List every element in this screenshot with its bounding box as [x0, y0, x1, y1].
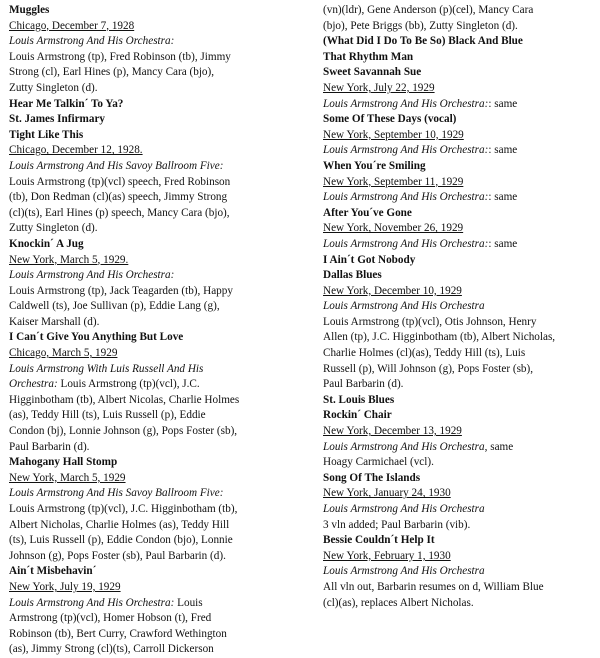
- session-place-date: New York, March 5, 1929: [9, 471, 126, 484]
- track-title: When You´re Smiling: [323, 159, 426, 172]
- track-title: Mahogany Hall Stomp: [9, 456, 118, 469]
- personnel-line: Louis Armstrong (tp)(vcl), Otis Johnson, Henry: [323, 315, 537, 328]
- band-name: Louis Armstrong And His Orchestra:: [323, 97, 489, 110]
- personnel-line: (vn)(ldr), Gene Anderson (p)(cel), Mancy Cara: [323, 4, 534, 16]
- band-name: Louis Armstrong And His Orchestra: [323, 300, 485, 313]
- personnel-line: Zutty Singleton (d).: [9, 222, 98, 235]
- personnel-line: (as), Teddy Hill (ts), Luis Russell (p), Eddie: [9, 409, 206, 422]
- personnel-line: Paul Barbarin (d).: [323, 378, 404, 391]
- session-place-date: New York, September 10, 1929: [323, 128, 464, 141]
- track-title: Some Of These Days (vocal): [323, 113, 457, 126]
- personnel-line: (cl)(as), replaces Albert Nicholas.: [323, 596, 474, 609]
- personnel-line: Strong (cl), Earl Hines (p), Mancy Cara (bjo),: [9, 66, 215, 79]
- personnel-line: Johnson (g), Pops Foster (sb), Paul Barbarin (d).: [9, 549, 226, 562]
- personnel-line: Armstrong (tp)(vcl), Homer Hobson (t), Fred: [9, 612, 212, 625]
- band-line-text: : same: [488, 144, 518, 157]
- session-place-date: New York, July 22, 1929: [323, 81, 435, 94]
- track-title: St. Louis Blues: [323, 393, 395, 406]
- personnel-line: Higginbotham (tb), Albert Nicolas, Charlie Holmes: [9, 393, 240, 406]
- personnel-line: 3 vln added; Paul Barbarin (vib).: [323, 518, 471, 531]
- personnel-line: Hoagy Carmichael (vcl).: [323, 456, 434, 469]
- personnel-line: Albert Nicholas, Charlie Holmes (as), Teddy Hill: [9, 518, 230, 531]
- personnel-line: (bjo), Pete Briggs (bb), Zutty Singleton (d).: [323, 19, 518, 32]
- personnel-line: (cl)(ts), Earl Hines (p) speech, Mancy Cara (bjo),: [9, 206, 230, 219]
- track-title: (What Did I Do To Be So) Black And Blue: [323, 35, 523, 48]
- session-place-date: Chicago, March 5, 1929: [9, 347, 118, 360]
- track-title: Ain´t Misbehavin´: [9, 565, 97, 578]
- session-place-date: New York, December 10, 1929: [323, 284, 462, 297]
- track-title: Muggles: [9, 4, 50, 16]
- session-place-date: Chicago, December 7, 1928: [9, 19, 135, 32]
- personnel-line: Russell (p), Will Johnson (g), Pops Foster (sb),: [323, 362, 534, 375]
- band-name: Louis Armstrong And His Orchestra:: [9, 269, 175, 282]
- track-title: St. James Infirmary: [9, 113, 106, 126]
- personnel-line: Charlie Holmes (cl)(as), Teddy Hill (ts), Luis: [323, 347, 526, 360]
- band-line-text: , same: [484, 440, 514, 453]
- band-name: Louis Armstrong With Luis Russell And His: [9, 362, 204, 375]
- band-name: Louis Armstrong And His Savoy Ballroom Five:: [9, 487, 224, 500]
- track-title: Song Of The Islands: [323, 471, 421, 484]
- personnel-line: Allen (tp), J.C. Higginbotham (tb), Albert Nicholas,: [323, 331, 556, 344]
- band-name: Louis Armstrong And His Orchestra: [323, 565, 485, 578]
- session-place-date: New York, December 13, 1929: [323, 425, 462, 438]
- band-name: Louis Armstrong And His Orchestra:: [323, 191, 489, 204]
- session-place-date: New York, February 1, 1930: [323, 549, 451, 562]
- band-line: [323, 237, 595, 253]
- band-line-text: : same: [488, 97, 518, 110]
- personnel-line: Caldwell (ts), Joe Sullivan (p), Eddie Lang (g),: [9, 300, 220, 313]
- session-place-date: Chicago, December 12, 1928.: [9, 144, 143, 157]
- band-line-text: Louis Armstrong (tp)(vcl), J.C.: [57, 378, 200, 391]
- band-line-text: : same: [488, 237, 518, 250]
- track-title: Dallas Blues: [323, 269, 382, 282]
- band-name: Louis Armstrong And His Orchestra:: [9, 35, 175, 48]
- personnel-line: Kaiser Marshall (d).: [9, 315, 100, 328]
- personnel-line: All vln out, Barbarin resumes on d, William Blue: [323, 580, 544, 593]
- track-title: I Can´t Give You Anything But Love: [9, 331, 184, 344]
- personnel-line: Robinson (tb), Bert Curry, Crawford Wethington: [9, 627, 227, 640]
- track-title: Sweet Savannah Sue: [323, 66, 422, 79]
- session-place-date: New York, September 11, 1929: [323, 175, 464, 188]
- band-line-text: : same: [488, 191, 518, 204]
- personnel-line: Louis Armstrong (tp), Jack Teagarden (tb), Happy: [9, 284, 233, 297]
- band-name: Louis Armstrong And His Orchestra: [323, 503, 485, 515]
- band-name: Orchestra:: [9, 378, 58, 391]
- personnel-line: Paul Barbarin (d).: [9, 440, 90, 453]
- personnel-line: Louis Armstrong (tp)(vcl) speech, Fred Robinson: [9, 175, 231, 188]
- session-place-date: New York, July 19, 1929: [9, 580, 121, 593]
- personnel-line: (as), Jimmy Strong (cl)(ts), Carroll Dickerson: [9, 643, 214, 656]
- track-title: That Rhythm Man: [323, 50, 414, 63]
- personnel-line: Condon (bj), Lonnie Johnson (g), Pops Foster (sb),: [9, 425, 238, 438]
- personnel-line: Louis Armstrong (tp), Fred Robinson (tb), Jimmy: [9, 50, 231, 63]
- personnel-line: Louis Armstrong (tp)(vcl), J.C. Higginbotham (tb),: [9, 503, 238, 515]
- band-name: Louis Armstrong And His Savoy Ballroom Five:: [9, 159, 224, 172]
- band-name: Louis Armstrong And His Orchestra:: [9, 596, 175, 609]
- band-line-text: Louis: [174, 596, 203, 609]
- session-place-date: New York, January 24, 1930: [323, 487, 451, 500]
- band-line: [323, 97, 595, 113]
- band-line: [9, 377, 309, 393]
- track-title: After You´ve Gone: [323, 206, 412, 219]
- band-name: Louis Armstrong And His Orchestra:: [323, 144, 489, 157]
- track-title: Bessie Couldn´t Help It: [323, 534, 435, 547]
- track-title: Knockin´ A Jug: [9, 237, 84, 250]
- discography-column-right: [323, 3, 595, 611]
- personnel-line: (tb), Don Redman (cl)(as) speech, Jimmy Strong: [9, 191, 228, 204]
- session-place-date: New York, November 26, 1929: [323, 222, 464, 235]
- personnel-line: (ts), Luis Russell (p), Eddie Condon (bjo), Lonnie: [9, 534, 233, 547]
- personnel-line: Zutty Singleton (d).: [9, 81, 98, 94]
- band-line: [323, 440, 595, 456]
- band-name: Louis Armstrong And His Orchestra:: [323, 237, 489, 250]
- track-title: I Ain´t Got Nobody: [323, 253, 416, 266]
- discography-column-left: [9, 3, 309, 658]
- track-title: Tight Like This: [9, 128, 84, 141]
- track-title: Hear Me Talkin´ To Ya?: [9, 97, 124, 110]
- band-line: [323, 190, 595, 206]
- band-line: [9, 596, 309, 612]
- session-place-date: New York, March 5, 1929.: [9, 253, 129, 266]
- band-name: Louis Armstrong And His Orchestra: [323, 440, 485, 453]
- band-line: [323, 143, 595, 159]
- track-title: Rockin´ Chair: [323, 409, 392, 422]
